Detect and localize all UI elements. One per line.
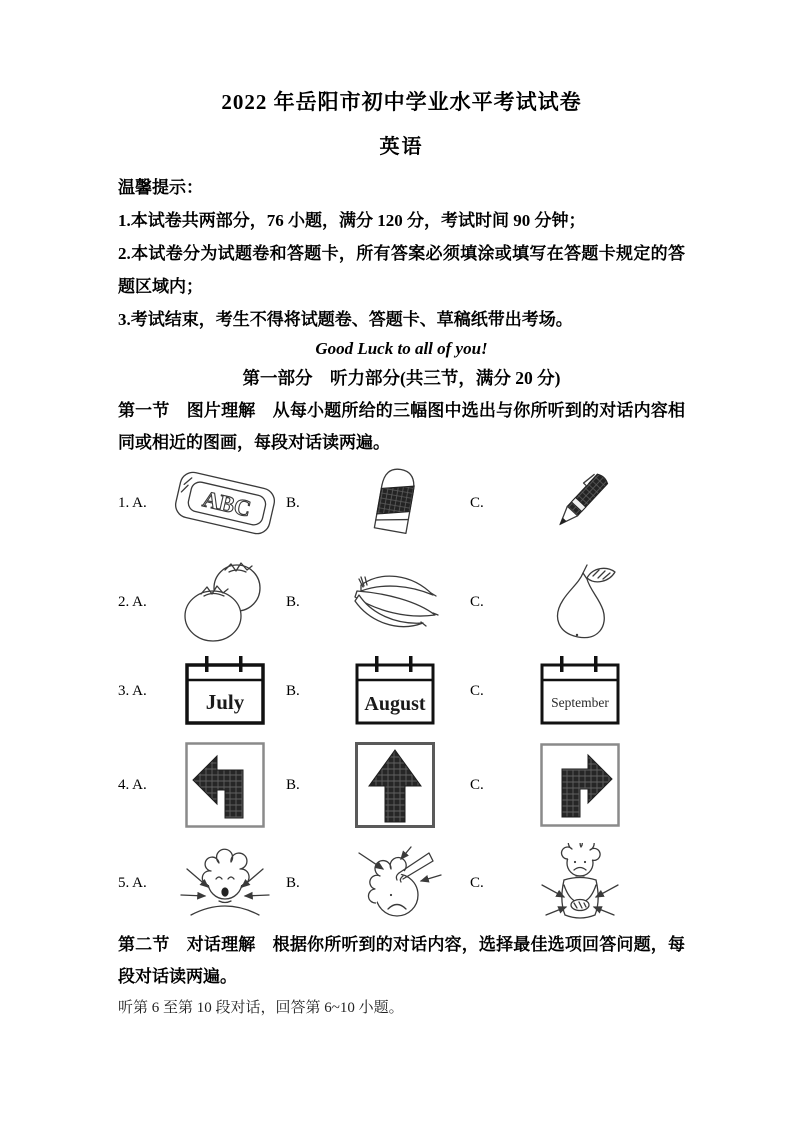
part1-heading: 第一部分 听力部分(共三节，满分 20 分) bbox=[242, 368, 561, 388]
question-label: 5. A. bbox=[118, 874, 147, 891]
calendar-september-icon bbox=[539, 655, 621, 727]
good-luck-motto: Good Luck to all of you! bbox=[315, 339, 488, 358]
notice-heading: 温馨提示： bbox=[118, 178, 203, 197]
stomachache-person-icon bbox=[538, 843, 622, 923]
calendar-july-icon bbox=[184, 655, 266, 727]
question-label: 1. A. bbox=[118, 494, 147, 511]
question-row-3 bbox=[118, 655, 685, 727]
tomatoes-icon bbox=[179, 558, 271, 646]
pencil-case-icon bbox=[169, 464, 281, 542]
option-b-label: B. bbox=[286, 874, 300, 891]
pencil-case-label: ABC bbox=[200, 486, 254, 522]
calendar-august-icon bbox=[354, 655, 436, 727]
calendar-month-july: July bbox=[205, 690, 245, 714]
option-c-label: C. bbox=[470, 593, 484, 610]
option-c-label: C. bbox=[470, 776, 484, 793]
section2-note: 听第 6 至第 10 段对话，回答第 6~10 小题。 bbox=[118, 1000, 404, 1016]
calendar-month-september: September bbox=[551, 695, 609, 710]
question-label: 2. A. bbox=[118, 593, 147, 610]
option-c-label: C. bbox=[470, 874, 484, 891]
headache-person-icon bbox=[345, 845, 445, 921]
turn-left-arrow-icon bbox=[185, 742, 265, 828]
eraser-icon bbox=[363, 463, 427, 543]
pear-icon bbox=[537, 559, 623, 645]
question-row-5 bbox=[118, 847, 685, 919]
question-label: 3. A. bbox=[118, 682, 147, 699]
option-b-label: B. bbox=[286, 494, 300, 511]
question-row-4 bbox=[118, 741, 685, 829]
exam-subject: 英语 bbox=[379, 136, 424, 158]
option-b-label: B. bbox=[286, 593, 300, 610]
option-b-label: B. bbox=[286, 682, 300, 699]
section1-intro: 第一节 图片理解 从每小题所给的三幅图中选出与你所听到的对话内容相同或相近的图画，每段对话读两遍。 bbox=[118, 401, 685, 452]
option-c-label: C. bbox=[470, 494, 484, 511]
straight-ahead-arrow-icon bbox=[355, 742, 435, 828]
option-c-label: C. bbox=[470, 682, 484, 699]
question-row-2 bbox=[118, 557, 685, 647]
notice-item-2: 2.本试卷分为试题卷和答题卡，所有答案必须填涂或填写在答题卡规定的答题区域内； bbox=[118, 244, 685, 296]
section2-intro: 第二节 对话理解 根据你所听到的对话内容，选择最佳选项回答问题，每段对话读两遍。 bbox=[118, 935, 685, 986]
notice-item-1: 1.本试卷共两部分，76 小题，满分 120 分，考试时间 90 分钟； bbox=[118, 211, 586, 230]
question-label: 4. A. bbox=[118, 776, 147, 793]
question-row-1 bbox=[118, 463, 685, 543]
notice-item-3: 3.考试结束，考生不得将试题卷、答题卡、草稿纸带出考场。 bbox=[118, 310, 573, 329]
pen-icon bbox=[542, 466, 618, 540]
sore-throat-person-icon bbox=[175, 847, 275, 919]
turn-right-arrow-icon bbox=[540, 743, 620, 827]
bananas-icon bbox=[343, 565, 447, 639]
exam-title: 2022 年岳阳市初中学业水平考试试卷 bbox=[221, 90, 582, 114]
option-b-label: B. bbox=[286, 776, 300, 793]
calendar-month-august: August bbox=[364, 693, 426, 715]
